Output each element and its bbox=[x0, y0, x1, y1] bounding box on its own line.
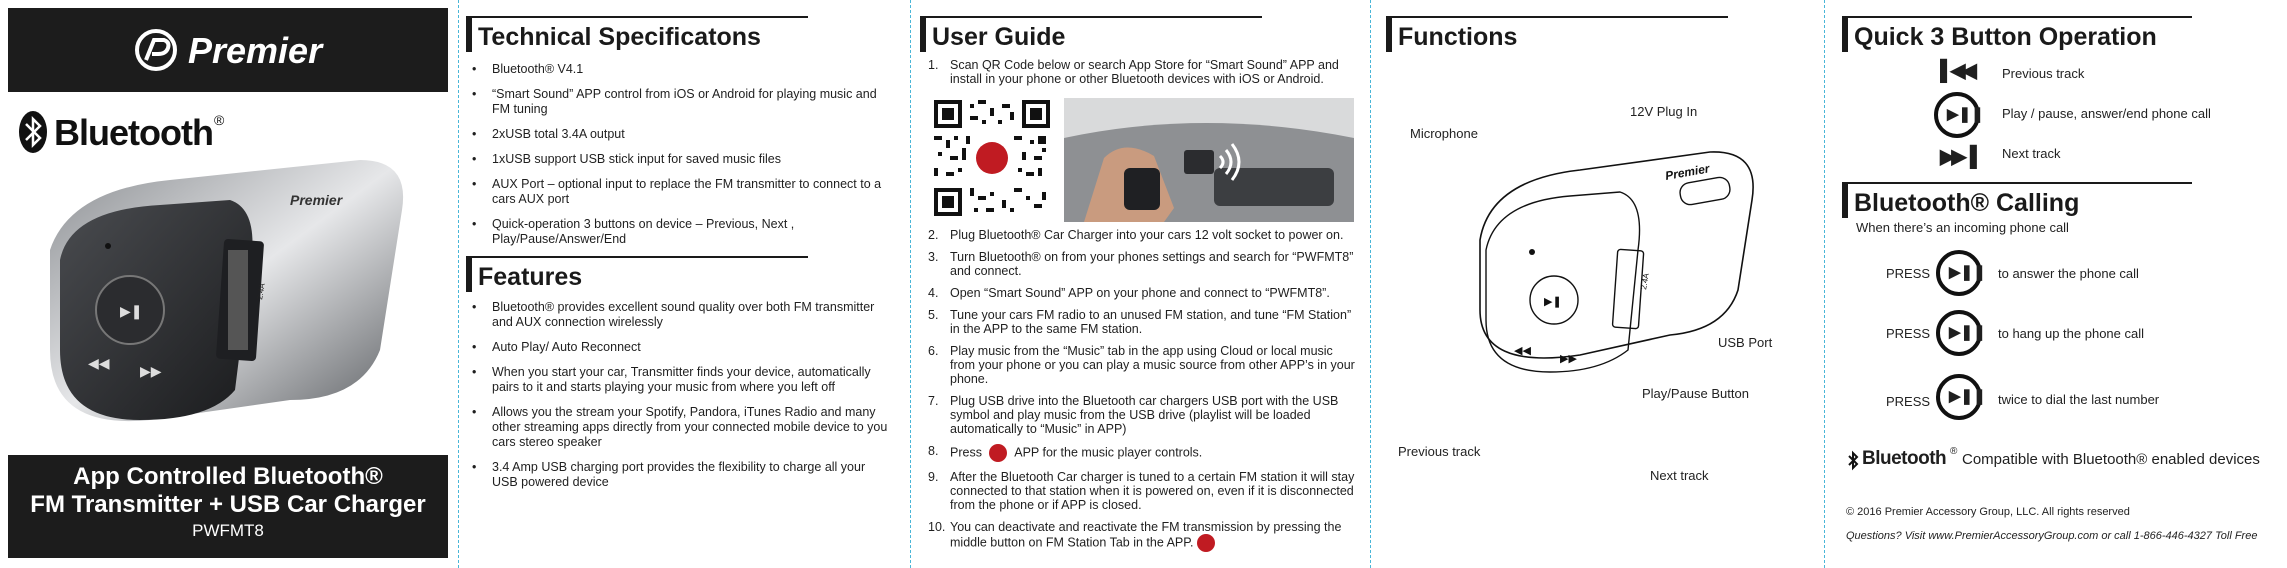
list-item: • When you start your car, Transmitter finds your device, automatically pairs to it and starts playing your music from where you left off bbox=[470, 365, 890, 395]
list-item: • 2xUSB total 3.4A output bbox=[470, 127, 890, 142]
product-title-line1: App Controlled Bluetooth® bbox=[73, 463, 383, 490]
press-label: PRESS bbox=[1886, 394, 1931, 409]
product-title-box bbox=[8, 455, 448, 558]
compat-registered-mark: ® bbox=[1950, 446, 1958, 457]
premier-logo-icon bbox=[134, 28, 178, 72]
bluetooth-icon bbox=[18, 110, 48, 154]
list-item: 9. After the Bluetooth Car charger is tuned to a certain FM station it will stay connected to that station when it is powered on, even if it is disconnected from the phone or if APP is closed. bbox=[928, 470, 1355, 512]
functions-panel bbox=[1376, 0, 1816, 568]
list-item: • AUX Port – optional input to replace the FM transmitter to connect to a cars AUX port bbox=[470, 177, 890, 207]
product-image bbox=[30, 150, 430, 450]
guide-steps-list bbox=[928, 228, 1358, 560]
list-item: 2. Plug Bluetooth® Car Charger into your cars 12 volt socket to power on. bbox=[928, 228, 1344, 242]
list-item: 10. You can deactivate and reactivate the FM transmission by pressing the middle button on FM Station Tab in the APP. bbox=[928, 520, 1358, 552]
press-label: PRESS bbox=[1886, 266, 1931, 281]
bluetooth-wordmark: Bluetooth bbox=[54, 112, 213, 153]
label-next-track: Next track bbox=[1650, 468, 1709, 483]
press-label: PRESS bbox=[1886, 326, 1931, 341]
guide-step-1 bbox=[928, 58, 1358, 94]
fold-line-1 bbox=[458, 0, 459, 568]
tech-specs-title: Technical Specificatons bbox=[466, 16, 808, 52]
list-item: • Quick-operation 3 buttons on device – Previous, Next , Play/Pause/Answer/End bbox=[470, 217, 890, 247]
functions-title: Functions bbox=[1386, 16, 1728, 52]
redial-button-icon: ▶❚❚ bbox=[1936, 374, 1982, 420]
label-12v-plug: 12V Plug In bbox=[1630, 104, 1698, 119]
list-item: 4. Open “Smart Sound” APP on your phone and connect to “PWFMT8”. bbox=[928, 286, 1330, 300]
svg-text:▶▶: ▶▶ bbox=[1560, 353, 1577, 365]
device-usb-text: 2.4A bbox=[255, 282, 267, 301]
function-device-usb: 2.4A bbox=[1639, 272, 1651, 291]
compat-bluetooth-logo: Bluetooth bbox=[1862, 448, 1947, 469]
list-item: • 1xUSB support USB stick input for saved music files bbox=[470, 152, 890, 167]
play-pause-icon: ▶❚❚ bbox=[1934, 92, 1980, 138]
list-item: • Bluetooth® provides excellent sound quality over both FM transmitter and AUX connection wirelessly bbox=[470, 300, 890, 330]
quick-previous-label: Previous track bbox=[2002, 66, 2085, 81]
svg-text:▶▶: ▶▶ bbox=[140, 363, 162, 379]
compat-row bbox=[1846, 448, 2276, 478]
list-item: • Bluetooth® V4.1 bbox=[470, 62, 890, 77]
list-item: 8. Press APP for the music player controls. bbox=[928, 444, 1358, 462]
list-item: 6. Play music from the “Music” tab in the app using Cloud or local music from your phone or you can play a music source from other APP’s in your phone. bbox=[928, 344, 1355, 386]
calling-title: Bluetooth® Calling bbox=[1842, 182, 2192, 218]
list-item: • Auto Play/ Auto Reconnect bbox=[470, 340, 890, 355]
car-photo bbox=[1064, 98, 1354, 222]
brand-header bbox=[8, 8, 448, 92]
qr-code-icon bbox=[934, 100, 1050, 216]
features-title: Features bbox=[466, 256, 808, 292]
next-track-icon: ▶▶▐ bbox=[1940, 146, 1973, 168]
svg-text:▶❚: ▶❚ bbox=[1544, 296, 1562, 308]
contact-line: Questions? Visit www.PremierAccessoryGroup.com or call 1-866-446-4327 Toll Free bbox=[1846, 530, 2258, 542]
app-icon bbox=[989, 444, 1007, 462]
list-item: • “Smart Sound” APP control from iOS or Android for playing music and FM tuning bbox=[470, 87, 890, 117]
list-item: • Allows you the stream your Spotify, Pandora, iTunes Radio and many other streaming apps directly from your connected mobile device to you cars stereo speaker bbox=[470, 405, 890, 450]
label-microphone: Microphone bbox=[1410, 126, 1478, 141]
label-play-pause: Play/Pause Button bbox=[1642, 386, 1749, 401]
list-item: 1. Scan QR Code below or search App Store for “Smart Sound” APP and install in your phone or other Bluetooth devices with iOS or Android. bbox=[928, 58, 1339, 86]
list-item: 5. Tune your cars FM radio to an unused FM station, and tune “FM Station” in the APP to the same FM station. bbox=[928, 308, 1352, 336]
calling-subtitle: When there’s an incoming phone call bbox=[1856, 220, 2069, 235]
label-usb-port: USB Port bbox=[1718, 335, 1773, 350]
hangup-call-button-icon: ▶❚❚ bbox=[1936, 310, 1982, 356]
device-line-drawing bbox=[1470, 140, 1773, 400]
product-title-line2: FM Transmitter + USB Car Charger bbox=[30, 491, 426, 518]
fold-line-4 bbox=[1824, 0, 1825, 568]
svg-text:◀◀: ◀◀ bbox=[88, 355, 110, 371]
user-guide-title: User Guide bbox=[920, 16, 1262, 52]
bluetooth-registered-mark: ® bbox=[214, 112, 225, 128]
calling-row-label: to hang up the phone call bbox=[1998, 326, 2145, 341]
specs-panel bbox=[462, 0, 902, 568]
quick-panel bbox=[1830, 0, 2287, 568]
fold-line-2 bbox=[910, 0, 911, 568]
fold-line-3 bbox=[1370, 0, 1371, 568]
list-item: • 3.4 Amp USB charging port provides the flexibility to charge all your USB powered device bbox=[470, 460, 890, 490]
compat-text: Compatible with Bluetooth® enabled devices bbox=[1962, 451, 2260, 468]
quick-next-label: Next track bbox=[2002, 146, 2061, 161]
quick-play-label: Play / pause, answer/end phone call bbox=[2002, 106, 2211, 121]
calling-row-label: twice to dial the last number bbox=[1998, 392, 2160, 407]
list-item: 3. Turn Bluetooth® on from your phones settings and search for “PWFMT8” and connect. bbox=[928, 250, 1354, 278]
features-list bbox=[470, 300, 890, 500]
tech-specs-list bbox=[470, 62, 890, 257]
list-item: 7. Plug USB drive into the Bluetooth car chargers USB port with the USB symbol and play music from the USB drive (playlist will be loaded automatically to “Music” in APP) bbox=[928, 394, 1339, 436]
answer-call-button-icon: ▶❚❚ bbox=[1936, 250, 1982, 296]
function-device-brand: Premier bbox=[1664, 161, 1711, 183]
svg-text:▶❚: ▶❚ bbox=[120, 303, 143, 319]
fm-button-icon bbox=[1197, 534, 1215, 552]
copyright: © 2016 Premier Accessory Group, LLC. All rights reserved bbox=[1846, 506, 2130, 518]
user-guide-panel bbox=[916, 0, 1366, 568]
quick-title: Quick 3 Button Operation bbox=[1842, 16, 2192, 52]
calling-row-label: to answer the phone call bbox=[1998, 266, 2139, 281]
device-brand-text: Premier bbox=[290, 192, 343, 208]
previous-track-icon: ▌◀◀ bbox=[1940, 60, 1973, 82]
cover-panel bbox=[0, 0, 452, 568]
bluetooth-icon bbox=[1846, 450, 1860, 472]
label-previous-track: Previous track bbox=[1398, 444, 1481, 459]
brand-name: Premier bbox=[188, 30, 323, 71]
svg-text:◀◀: ◀◀ bbox=[1514, 345, 1531, 357]
model-number: PWFMT8 bbox=[192, 521, 264, 540]
